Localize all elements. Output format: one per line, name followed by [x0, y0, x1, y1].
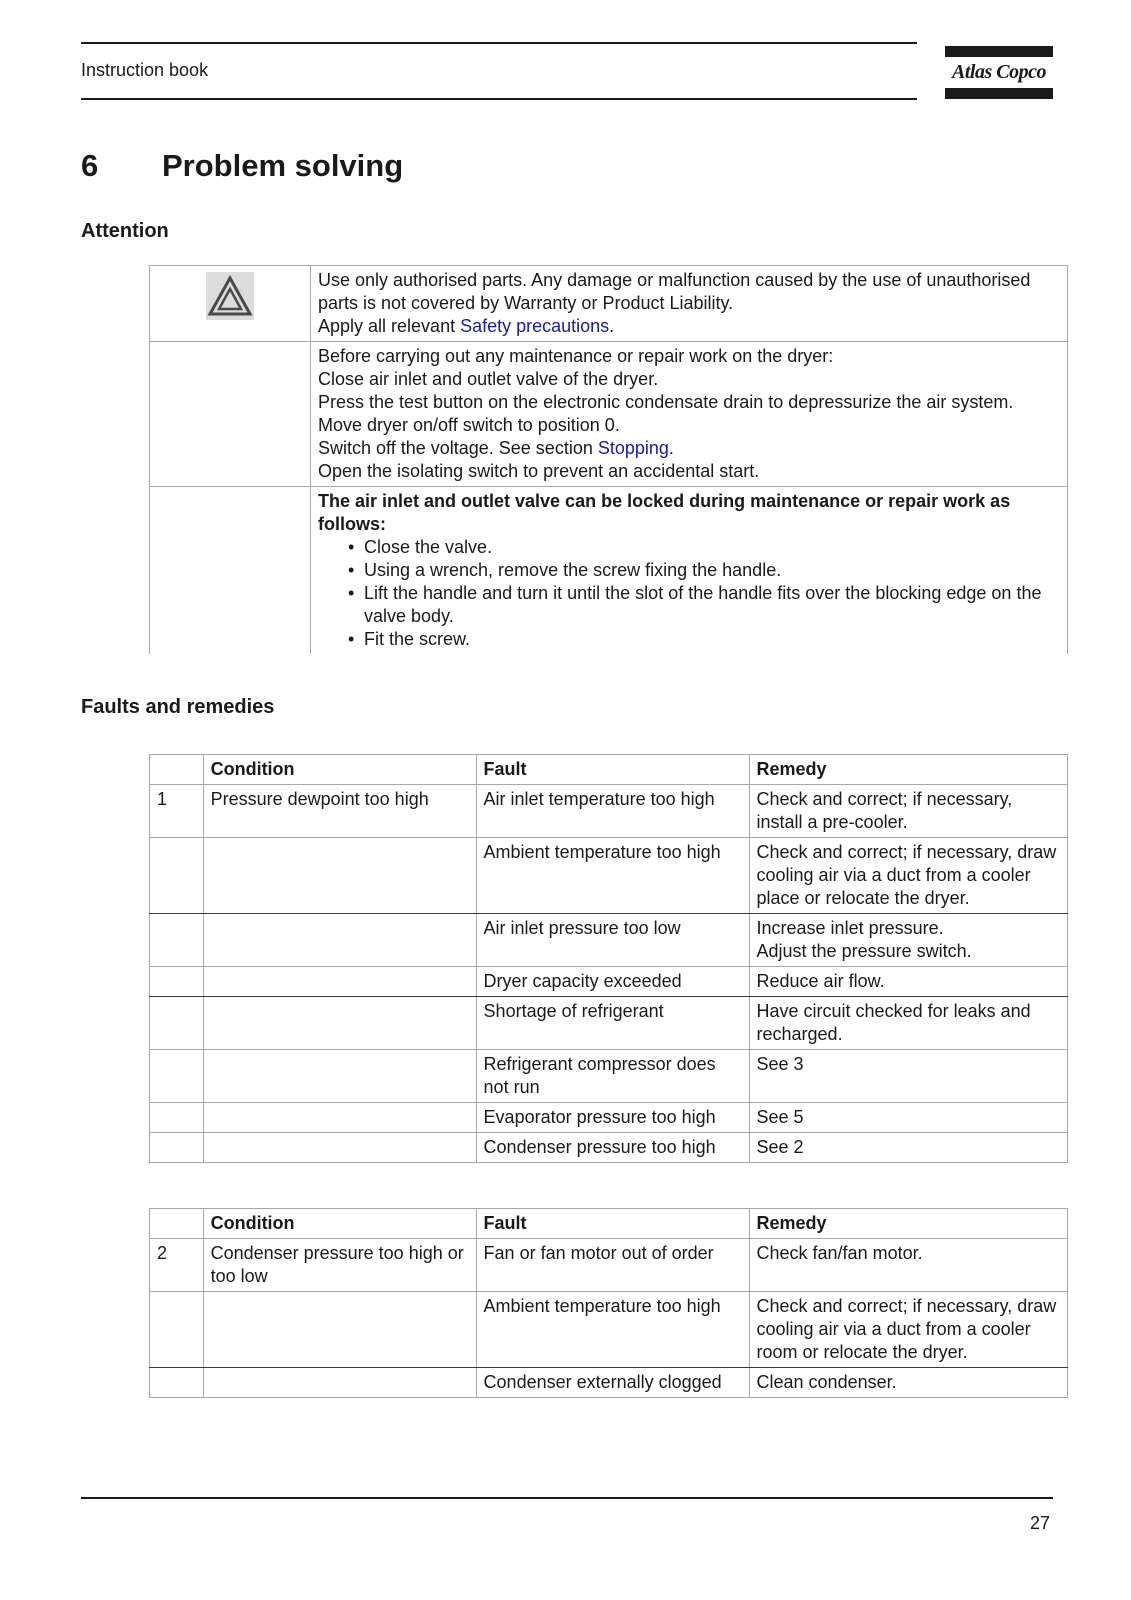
attention-parts-note: Use only authorised parts. Any damage or malfunction caused by the use of unauthorised parts is not covered by Warranty or Product Liability.: [318, 270, 1031, 313]
maintenance-step: Open the isolating switch to prevent an accidental start.: [318, 461, 760, 481]
fault-cell: Ambient temperature too high: [476, 1292, 749, 1368]
maintenance-intro: Before carrying out any maintenance or repair work on the dryer:: [318, 346, 834, 366]
fault-cell: Condenser externally clogged: [476, 1368, 749, 1398]
table-row: [150, 914, 1068, 967]
attention-text-cell: [311, 266, 1068, 342]
header-title: Instruction book: [81, 60, 209, 80]
attention-safety-line: Apply all relevant Safety precautions.: [318, 316, 615, 336]
attention-row: [150, 487, 1068, 655]
attention-table: [149, 265, 1068, 654]
stopping-link[interactable]: Stopping: [597, 438, 669, 458]
table-row: [150, 1368, 1068, 1398]
attention-empty-cell: [150, 487, 311, 655]
condition-header: Condition: [203, 755, 476, 785]
table-row: [150, 1103, 1068, 1133]
list-item: • Lift the handle and turn it until the slot of the handle fits over the blocking edge on the valve body.: [364, 582, 1060, 628]
remedy-cell: Increase inlet pressure. Adjust the pressure switch.: [749, 914, 1067, 967]
table-header-row: [150, 755, 1068, 785]
table-row: [150, 997, 1068, 1050]
header-bottom-rule: [81, 98, 917, 100]
remedy-cell: See 5: [749, 1103, 1067, 1133]
table-row: [150, 967, 1068, 997]
atlas-copco-logo: [945, 46, 1053, 100]
table-row: [150, 1133, 1068, 1163]
remedy-cell: Check and correct; if necessary, draw cooling air via a duct from a cooler room or relocate the dryer.: [749, 1292, 1067, 1368]
maintenance-step: Move dryer on/off switch to position 0.: [318, 415, 620, 435]
logo-wordmark: Atlas Copco: [952, 61, 1046, 83]
attention-row: [150, 342, 1068, 487]
remedy-cell: See 2: [749, 1133, 1067, 1163]
fault-cell: Air inlet temperature too high: [476, 785, 749, 838]
chapter-number: 6: [81, 148, 99, 183]
attention-icon-cell: [150, 266, 311, 342]
chapter-title: Problem solving: [162, 148, 404, 183]
fault-cell: Evaporator pressure too high: [476, 1103, 749, 1133]
remedy-cell: Have circuit checked for leaks and recharged.: [749, 997, 1067, 1050]
fault-cell: Dryer capacity exceeded: [476, 967, 749, 997]
header-top-rule: [81, 42, 917, 44]
fault-cell: Condenser pressure too high: [476, 1133, 749, 1163]
fault-header: Fault: [476, 755, 749, 785]
table-row: [150, 785, 1068, 838]
attention-empty-cell: [150, 342, 311, 487]
remedy-cell: Reduce air flow.: [749, 967, 1067, 997]
warning-triangle-icon: [206, 272, 254, 320]
maintenance-step: Close air inlet and outlet valve of the dryer.: [318, 369, 659, 389]
fault-header: Fault: [476, 1209, 749, 1239]
condition-cell: Condenser pressure too high or too low: [203, 1239, 476, 1292]
maintenance-step: Press the test button on the electronic condensate drain to depressurize the air system.: [318, 392, 1014, 412]
maintenance-step: Switch off the voltage. See section Stopping.: [318, 438, 674, 458]
fault-cell: Shortage of refrigerant: [476, 997, 749, 1050]
page-number: 27: [1030, 1513, 1051, 1533]
condition-cell: Pressure dewpoint too high: [203, 785, 476, 838]
footer-rule: [81, 1497, 1053, 1499]
attention-text-cell: [311, 487, 1068, 655]
attention-heading: Attention: [81, 220, 169, 242]
table-row: [150, 1050, 1068, 1103]
table-row: [150, 1292, 1068, 1368]
remedy-cell: See 3: [749, 1050, 1067, 1103]
remedy-header: Remedy: [749, 1209, 1067, 1239]
table-row: [150, 838, 1068, 914]
safety-precautions-link[interactable]: Safety precautions: [460, 316, 610, 336]
attention-row: [150, 266, 1068, 342]
condition-header: Condition: [203, 1209, 476, 1239]
fault-cell: Refrigerant compressor does not run: [476, 1050, 749, 1103]
list-item: • Fit the screw.: [364, 628, 1060, 651]
list-item: • Using a wrench, remove the screw fixing the handle.: [364, 559, 1060, 582]
table-header-row: [150, 1209, 1068, 1239]
remedy-cell: Clean condenser.: [749, 1368, 1067, 1398]
remedy-cell: Check and correct; if necessary, install a pre-cooler.: [749, 785, 1067, 838]
faults-heading: Faults and remedies: [81, 696, 275, 718]
fault-cell: Fan or fan motor out of order: [476, 1239, 749, 1292]
attention-text-cell: [311, 342, 1068, 487]
valve-lock-steps: [318, 536, 1060, 651]
condition-number: 1: [150, 785, 204, 838]
faults-table-1: [149, 754, 1068, 1163]
valve-lock-intro: The air inlet and outlet valve can be locked during maintenance or repair work as follows:: [318, 491, 1011, 534]
remedy-cell: Check and correct; if necessary, draw cooling air via a duct from a cooler place or relocate the dryer.: [749, 838, 1067, 914]
condition-number: 2: [150, 1239, 204, 1292]
remedy-header: Remedy: [749, 755, 1067, 785]
fault-cell: Ambient temperature too high: [476, 838, 749, 914]
fault-cell: Air inlet pressure too low: [476, 914, 749, 967]
faults-table-2: [149, 1208, 1068, 1398]
remedy-cell: Check fan/fan motor.: [749, 1239, 1067, 1292]
table-row: [150, 1239, 1068, 1292]
list-item: • Close the valve.: [364, 536, 1060, 559]
